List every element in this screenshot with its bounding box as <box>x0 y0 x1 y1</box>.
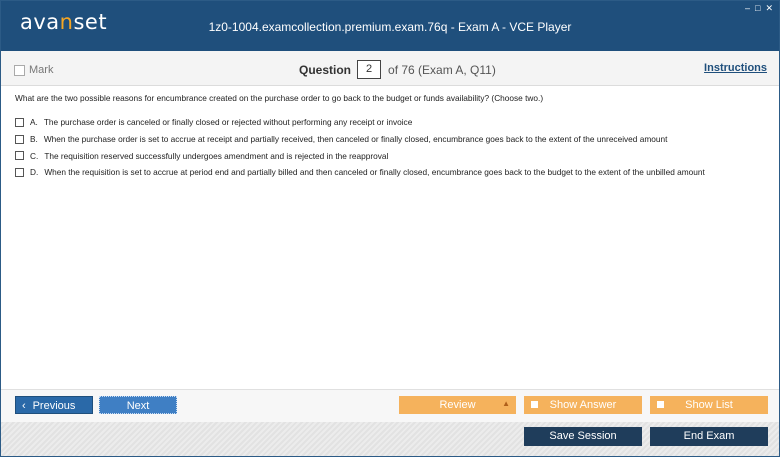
option-text: The requisition reserved successfully undergoes amendment and is rejected in the reapproval <box>44 150 389 161</box>
option-letter: C. <box>30 150 39 161</box>
question-bar <box>1 51 779 86</box>
option-checkbox[interactable] <box>15 118 24 127</box>
option-checkbox[interactable] <box>15 168 24 177</box>
navigation-bar <box>1 389 779 422</box>
caret-up-icon: ▲ <box>502 399 510 408</box>
end-exam-button[interactable]: End Exam <box>650 427 768 446</box>
checkbox-icon <box>657 401 664 408</box>
option-text: The purchase order is canceled or finally closed or rejected without performing any receipt or invoice <box>43 117 413 128</box>
previous-label: Previous <box>32 400 76 412</box>
previous-button[interactable] <box>15 396 93 414</box>
show-list-button[interactable] <box>650 396 768 414</box>
option-c[interactable] <box>15 147 705 164</box>
answer-options <box>15 114 705 181</box>
option-b[interactable] <box>15 131 705 148</box>
footer-bar <box>1 422 779 456</box>
close-icon[interactable]: ✕ <box>765 3 773 13</box>
option-a[interactable] <box>15 114 705 131</box>
minimize-icon[interactable]: – <box>745 3 751 13</box>
instructions-link[interactable]: Instructions <box>704 62 767 74</box>
save-session-button[interactable]: Save Session <box>524 427 642 446</box>
show-answer-label: Show Answer <box>549 399 617 411</box>
show-list-label: Show List <box>685 399 733 411</box>
option-text: When the requisition is set to accrue at period end and partially billed and then canceled or finally closed, encumbrance goes back to the budget to the extent of the unbilled amount <box>44 167 705 178</box>
question-number <box>299 60 496 79</box>
mark-label: Mark <box>29 64 54 76</box>
next-button[interactable]: Next <box>99 396 177 414</box>
review-button[interactable] <box>399 396 516 414</box>
checkbox-icon <box>531 401 538 408</box>
maximize-icon[interactable]: □ <box>755 3 761 13</box>
title-bar <box>1 1 779 51</box>
window-title: 1z0-1004.examcollection.premium.exam.76q - Exam A - VCE Player <box>208 20 572 34</box>
chevron-left-icon: ‹ <box>22 400 26 412</box>
option-checkbox[interactable] <box>15 135 24 144</box>
question-of-text: of 76 (Exam A, Q11) <box>388 62 496 77</box>
option-checkbox[interactable] <box>15 151 24 160</box>
question-text: What are the two possible reasons for encumbrance created on the purchase order to go back to the budget or funds availability? (Choose two.) <box>15 93 544 103</box>
mark-checkbox[interactable] <box>14 64 53 76</box>
option-d[interactable] <box>15 164 705 181</box>
option-text: When the purchase order is set to accrue at receipt and partially received, then canceled or finally closed, encumbrance goes back to the extent of the unreceived amount <box>43 134 668 145</box>
question-content <box>1 86 779 389</box>
show-answer-button[interactable] <box>524 396 642 414</box>
question-number-input[interactable]: 2 <box>357 60 381 79</box>
checkbox-icon[interactable] <box>14 65 25 76</box>
review-label: Review <box>439 399 476 411</box>
question-label: Question <box>299 62 352 77</box>
option-letter: A. <box>30 117 38 128</box>
option-letter: D. <box>30 167 39 178</box>
avanset-logo: avanset <box>20 10 108 34</box>
option-letter: B. <box>30 134 38 145</box>
window-controls <box>745 3 773 13</box>
